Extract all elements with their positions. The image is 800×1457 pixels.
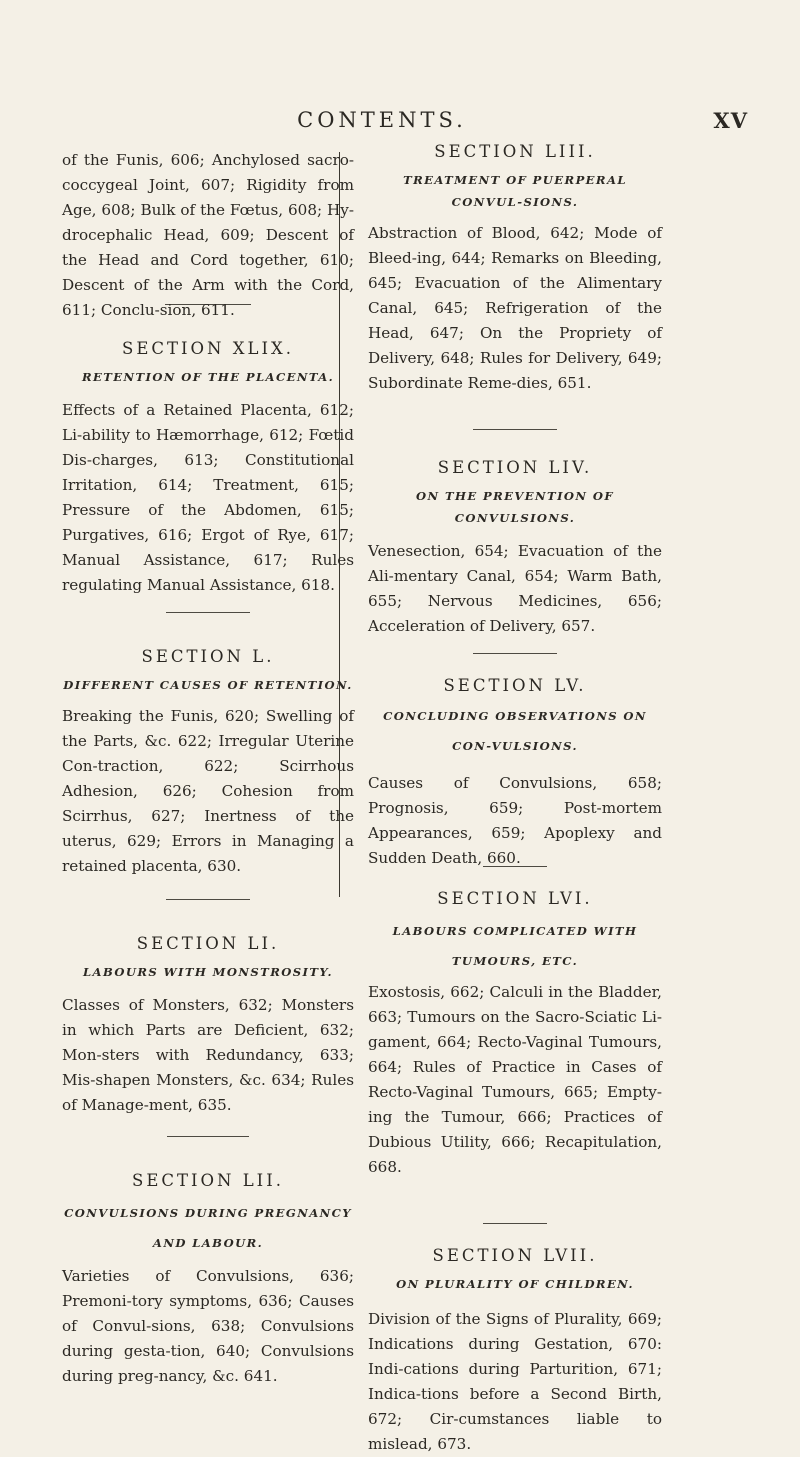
- section-text: Exostosis, 662; Calculi in the Bladder, 663; Tumours on the Sacro-Sciatic Li-gament, 664; Recto-Vaginal Tumours, 664; Rules of Practice in Cases of Recto-Vaginal Tumours, 665; Empty-ing the Tumour, 666; Practices of Dubious Utility, 666; Recapitulation, 668.: [368, 983, 662, 1176]
- section-title: SECTION LV.: [443, 676, 587, 695]
- section-text: Division of the Signs of Plurality, 669; Indications during Gestation, 670: Indi-cations during Parturition, 671; Indica-tions before a Second Birth, 672; Cir-cumstances liable to mislead, 673.: [368, 1310, 662, 1453]
- section-title: SECTION LI.: [136, 934, 280, 953]
- section-subtitle: LABOURS WITH MONSTROSITY.: [83, 965, 333, 979]
- page-header: [0, 108, 800, 142]
- section-li: [62, 934, 354, 1118]
- section-lii: [62, 1171, 354, 1389]
- section-subtitle: LABOURS COMPLICATED WITH TUMOURS, ETC.: [392, 924, 638, 968]
- section-text: Effects of a Retained Placenta, 612; Li-ability to Hæmorrhage, 612; Fœtid Dis-charges, 613; Constitutional Irritation, 614; Treatment, 615; Pressure of the Abdomen, 615; Purgatives, 616; Ergot of Rye, 617; Manual Assistance, 617; Rules regulating Manual Assistance, 618.: [62, 401, 354, 594]
- section-text: Varieties of Convulsions, 636; Premoni-tory symptoms, 636; Causes of Convul-sions, 638; Convulsions during gesta-tion, 640; Convulsions during preg-nancy, &c. 641.: [62, 1267, 354, 1385]
- section-subtitle: CONVULSIONS DURING PREGNANCY AND LABOUR.: [64, 1206, 352, 1250]
- page-number: XV: [713, 108, 748, 133]
- section-subtitle: ON PLURALITY OF CHILDREN.: [396, 1277, 634, 1291]
- section-lvi: [368, 889, 662, 1205]
- section-subtitle: ON THE PREVENTION OF CONVULSIONS.: [416, 489, 614, 525]
- section-title: SECTION LII.: [132, 1171, 284, 1190]
- section-liii: [368, 142, 662, 421]
- section-text: Venesection, 654; Evacuation of the Ali-mentary Canal, 654; Warm Bath, 655; Nervous Medicines, 656; Acceleration of Delivery, 657.: [368, 542, 662, 635]
- section-lvii: [368, 1246, 662, 1457]
- left-column: [62, 148, 354, 1389]
- section-lv: [368, 676, 662, 867]
- section-title: SECTION LIII.: [434, 142, 596, 161]
- section-title: SECTION LIV.: [437, 458, 593, 477]
- section-text: Classes of Monsters, 632; Monsters in which Parts are Deficient, 632; Mon-sters with Redundancy, 633; Mis-shapen Monsters, &c. 634; Rules of Manage-ment, 635.: [62, 996, 354, 1114]
- section-rule: [473, 429, 557, 430]
- section-subtitle: TREATMENT OF PUERPERAL CONVUL-SIONS.: [403, 173, 627, 209]
- section-text: Abstraction of Blood, 642; Mode of Bleed-ing, 644; Remarks on Bleeding, 645; Evacuation of the Alimentary Canal, 645; Refrigeration of the Head, 647; On the Propriety of Delivery, 648; Rules for Delivery, 649; Subordinate Reme-dies, 651.: [368, 224, 662, 392]
- section-xlix: [62, 339, 354, 598]
- page-title: CONTENTS.: [297, 108, 467, 132]
- section-subtitle: RETENTION OF THE PLACENTA.: [81, 370, 335, 384]
- intro-paragraph: of the Funis, 606; Anchylosed sacro-coccygeal Joint, 607; Rigidity from Age, 608; Bulk of the Fœtus, 608; Hy-drocephalic Head, 609; Descent of the Head and Cord together, 610; Descent of the Arm with the Cord, 611; Conclu-sion, 611.: [62, 151, 354, 319]
- section-rule: [166, 899, 250, 900]
- section-title: SECTION XLIX.: [122, 339, 294, 358]
- section-title: SECTION L.: [141, 647, 275, 666]
- section-l: [62, 647, 354, 879]
- section-text: Causes of Convulsions, 658; Prognosis, 659; Post-mortem Appearances, 659; Apoplexy and Sudden Death, 660.: [368, 774, 662, 867]
- section-rule: [167, 1136, 249, 1137]
- section-subtitle: DIFFERENT CAUSES OF RETENTION.: [63, 678, 353, 692]
- section-title: SECTION LVII.: [432, 1246, 598, 1265]
- right-column: [368, 142, 662, 1457]
- section-subtitle: CONCLUDING OBSERVATIONS ON CON-VULSIONS.: [383, 709, 647, 753]
- section-rule: [483, 1223, 547, 1224]
- section-text: Breaking the Funis, 620; Swelling of the Parts, &c. 622; Irregular Uterine Con-traction, 622; Scirrhous Adhesion, 626; Cohesion from Scirrhus, 627; Inertness of the uterus, 629; Errors in Managing a retained placenta, 630.: [62, 707, 354, 875]
- section-liv: [368, 458, 662, 639]
- section-title: SECTION LVI.: [437, 889, 593, 908]
- section-rule: [473, 653, 557, 654]
- section-rule: [166, 612, 250, 613]
